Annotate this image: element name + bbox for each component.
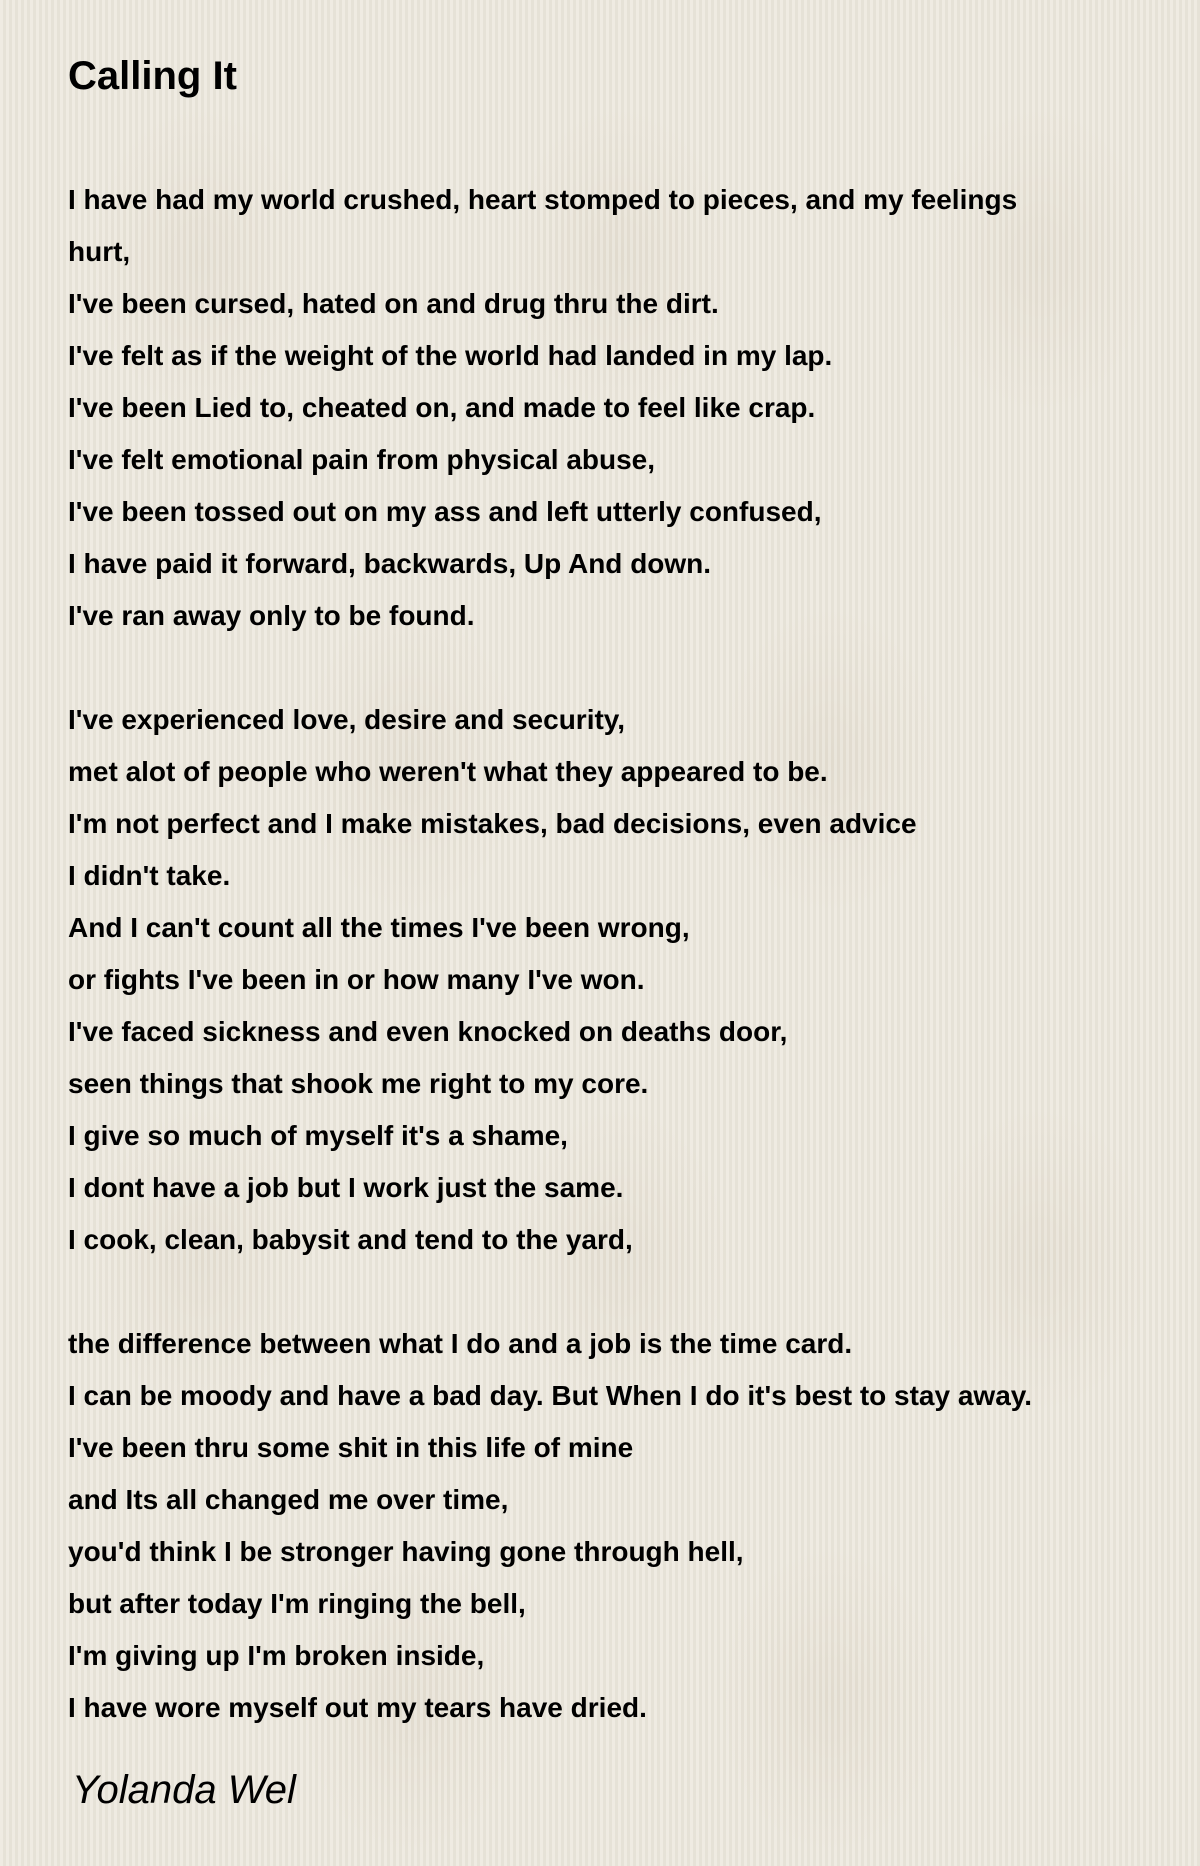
poem-line: I've been thru some shit in this life of mine [68,1432,634,1463]
poem-line: I have paid it forward, backwards, Up And down. [68,548,712,579]
poem-author: Yolanda Wel [72,1768,296,1812]
poem-line: met alot of people who weren't what they appeared to be. [68,756,828,787]
poem-line: you'd think I be stronger having gone through hell, [68,1536,744,1567]
poem-line: I've felt as if the weight of the world had landed in my lap. [68,340,833,371]
poem-line: And I can't count all the times I've been wrong, [68,912,690,943]
poem-line: the difference between what I do and a job is the time card. [68,1328,853,1359]
poem-line: but after today I'm ringing the bell, [68,1588,526,1619]
poem-line: and Its all changed me over time, [68,1484,509,1515]
poem-line: I have wore myself out my tears have dried. [68,1692,647,1723]
poem-line: I've been cursed, hated on and drug thru the dirt. [68,288,719,319]
stanza-1 [68,174,1188,642]
poem-body [68,174,1188,1734]
poem-line: or fights I've been in or how many I've won. [68,964,645,995]
poem-line: seen things that shook me right to my core. [68,1068,649,1099]
poem-title: Calling It [68,54,237,98]
poem-line: I give so much of myself it's a shame, [68,1120,568,1151]
poem-line: I've ran away only to be found. [68,600,475,631]
poem-line: I've felt emotional pain from physical abuse, [68,444,656,475]
poem-line: I've faced sickness and even knocked on deaths door, [68,1016,788,1047]
poem-line: hurt, [68,236,131,267]
stanza-3 [68,1318,1188,1734]
poem-line: I cook, clean, babysit and tend to the yard, [68,1224,633,1255]
poem-line: I've experienced love, desire and security, [68,704,626,735]
poem-line: I've been Lied to, cheated on, and made to feel like crap. [68,392,816,423]
poem-line: I'm not perfect and I make mistakes, bad decisions, even advice [68,808,917,839]
poem-line: I've been tossed out on my ass and left utterly confused, [68,496,822,527]
poem-line: I dont have a job but I work just the same. [68,1172,624,1203]
poem-page [68,48,1188,1786]
poem-line: I can be moody and have a bad day. But When I do it's best to stay away. [68,1380,1033,1411]
poem-line: I didn't take. [68,860,231,891]
stanza-2 [68,694,1188,1266]
poem-line: I have had my world crushed, heart stomped to pieces, and my feelings [68,184,1018,215]
poem-line: I'm giving up I'm broken inside, [68,1640,485,1671]
